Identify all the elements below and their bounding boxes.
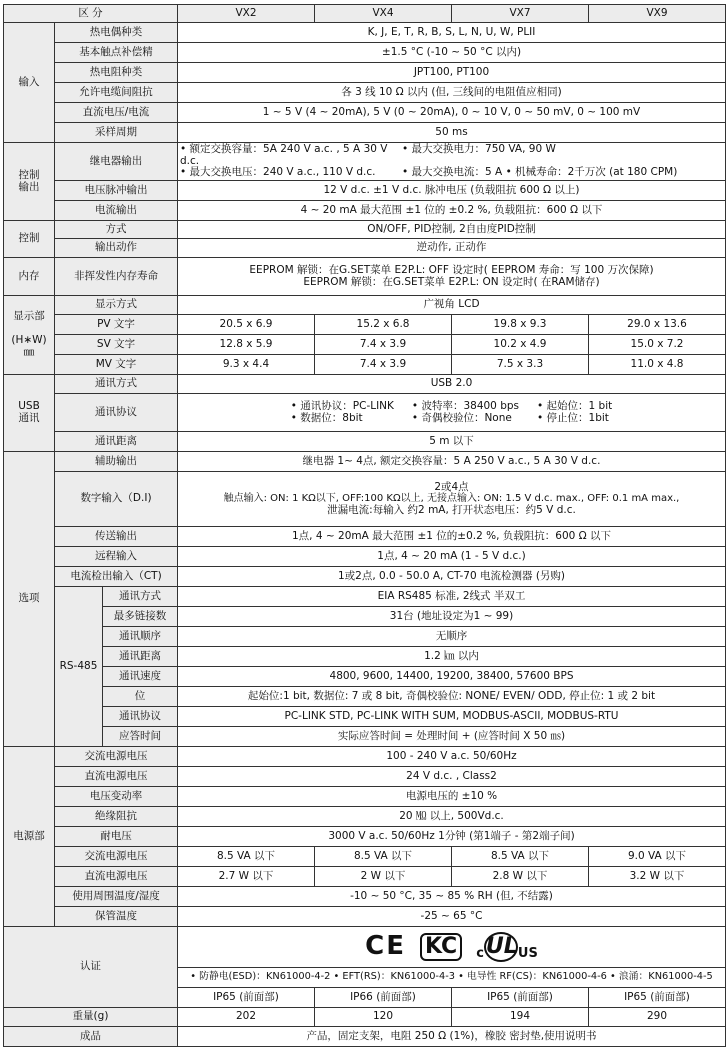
sv-size-vx9: 15.0 x 7.2 <box>589 335 726 355</box>
usb-protocol-label: 通讯协议 <box>55 394 178 432</box>
usb-stop-bit-item: • 停止位：1bit <box>537 411 609 424</box>
storage-temp-value: -25 ~ 65 °C <box>178 907 726 927</box>
control-category: 控制 <box>4 221 55 258</box>
digital-input-value <box>178 472 726 527</box>
digital-input-leakage: 泄漏电流:每输入 约2 mA, 打开状态电压：约5 V d.c. <box>327 503 576 516</box>
display-size-row <box>4 335 726 355</box>
relay-max-voltage: • 最大交换电压：240 V a.c., 110 V d.c. <box>180 166 376 179</box>
power-row <box>4 787 726 807</box>
display-size-row <box>4 355 726 375</box>
ac-consumption-label: 交流电源电压 <box>55 847 178 867</box>
eeprom-unlock-off: EEPROM 解锁：在G.SET菜单 E2P.L: OFF 设定时( EEPROM 寿命：写 100 万次保障) <box>249 263 654 276</box>
usb-row <box>4 394 726 432</box>
dc-consumption-vx2: 2.7 W 以下 <box>178 867 315 887</box>
digital-input-label: 数字输入（D.I) <box>55 472 178 527</box>
ac-consumption-vx2: 8.5 VA 以下 <box>178 847 315 867</box>
relay-output-label: 继电器输出 <box>55 143 178 181</box>
options-row <box>4 567 726 587</box>
sampling-period-value: 50 ms <box>178 123 726 143</box>
control-method-value: ON/OFF, PID控制, 2自由度PID控制 <box>178 221 726 239</box>
voltage-fluctuation-value: 电源电压的 ±10 % <box>178 787 726 807</box>
memory-category: 内存 <box>4 258 55 296</box>
usb-label-1: USB <box>18 400 40 413</box>
ip-rating-vx4: IP66 (前面部) <box>315 988 452 1008</box>
usb-label-2: 通讯 <box>18 412 40 424</box>
ip-rating-vx9: IP65 (前面部) <box>589 988 726 1008</box>
dc-consumption-vx7: 2.8 W 以下 <box>452 867 589 887</box>
rs485-row <box>4 667 726 687</box>
usb-distance-value: 5 m 以下 <box>178 432 726 452</box>
cold-junction-value: ±1.5 °C (-10 ~ 50 °C 以内) <box>178 43 726 63</box>
control-output-label-2: 输出 <box>18 180 40 193</box>
voltage-pulse-value: 12 V d.c. ±1 V d.c. 脉冲电压 (负载阻抗 600 Ω 以上) <box>178 181 726 201</box>
aux-output-value: 继电器 1~ 4点, 额定交换容量：5 A 250 V a.c., 5 A 30 V d.c. <box>178 452 726 472</box>
usb-baud-item: • 波特率：38400 bps <box>411 399 519 412</box>
rs485-bits-label: 位 <box>103 687 178 707</box>
weight-vx4: 120 <box>315 1008 452 1027</box>
dc-voltage-label: 直流电源电压 <box>55 767 178 787</box>
cul-us-mark-icon <box>476 932 538 962</box>
pv-text-label: PV 文字 <box>55 315 178 335</box>
power-category: 电源部 <box>4 747 55 927</box>
power-row <box>4 767 726 787</box>
certification-label: 认证 <box>4 927 178 1008</box>
usb-protocol-item: • 通讯协议：PC-LINK <box>290 399 394 412</box>
weight-vx9: 290 <box>589 1008 726 1027</box>
rs485-sequence-value: 无顺序 <box>178 627 726 647</box>
relay-rated-capacity: • 额定交换容量：5A 240 V a.c. , 5 A 30 V d.c. <box>180 142 388 167</box>
memory-life-value <box>178 258 726 296</box>
power-row <box>4 747 726 767</box>
rs485-protocol-value: PC-LINK STD, PC-LINK WITH SUM, MODBUS-ASCII, MODBUS-RTU <box>178 707 726 727</box>
thermocouple-type-value: K, J, E, T, R, B, S, L, N, U, W, PLII <box>178 23 726 43</box>
thermocouple-type-label: 热电偶种类 <box>55 23 178 43</box>
weight-row <box>4 1008 726 1027</box>
input-row <box>4 103 726 123</box>
weight-vx7: 194 <box>452 1008 589 1027</box>
dc-consumption-vx4: 2 W 以下 <box>315 867 452 887</box>
header-model-vx2: VX2 <box>178 5 315 23</box>
power-row <box>4 887 726 907</box>
certification-logos <box>178 927 726 968</box>
eeprom-unlock-on: EEPROM 解锁：在G.SET菜单 E2P.L: ON 设定时( 在RAM储存) <box>303 275 600 288</box>
rs485-sequence-label: 通讯顺序 <box>103 627 178 647</box>
usb-method-value: USB 2.0 <box>178 375 726 394</box>
relay-max-power: • 最大交换电力：750 VA, 90 W <box>402 142 556 155</box>
current-output-value: 4 ~ 20 mA 最大范围 ±1 位的 ±0.2 %, 负载阻抗：600 Ω 以下 <box>178 201 726 221</box>
mv-size-vx7: 7.5 x 3.3 <box>452 355 589 375</box>
options-row <box>4 472 726 527</box>
ac-voltage-label: 交流电源电压 <box>55 747 178 767</box>
rs485-response-label: 应答时间 <box>103 727 178 747</box>
input-category: 输入 <box>4 23 55 143</box>
input-row <box>4 83 726 103</box>
control-output-row <box>4 143 726 181</box>
pv-size-vx2: 20.5 x 6.9 <box>178 315 315 335</box>
ct-input-label: 电流检出输入（CT) <box>55 567 178 587</box>
cable-resistance-label: 允许电缆间阻抗 <box>55 83 178 103</box>
rs485-label: RS-485 <box>55 587 103 747</box>
ce-mark-icon: CE <box>365 931 406 962</box>
current-output-label: 电流输出 <box>55 201 178 221</box>
input-row <box>4 43 726 63</box>
display-label-2: (H∗W) <box>11 334 47 347</box>
input-row <box>4 23 726 43</box>
header-model-vx9: VX9 <box>589 5 726 23</box>
rs485-max-links-value: 31台 (地址设定为1 ~ 99) <box>178 607 726 627</box>
usb-method-label: 通讯方式 <box>55 375 178 394</box>
rs485-distance-value: 1.2 ㎞ 以内 <box>178 647 726 667</box>
sv-size-vx7: 10.2 x 4.9 <box>452 335 589 355</box>
usb-data-bit-item: • 数据位：8bit <box>290 411 363 424</box>
input-row <box>4 123 726 143</box>
ac-consumption-vx7: 8.5 VA 以下 <box>452 847 589 867</box>
control-output-category <box>4 143 55 221</box>
display-label-3: ㎜ <box>23 345 35 358</box>
rtd-type-label: 热电阻种类 <box>55 63 178 83</box>
display-category <box>4 296 55 375</box>
ac-consumption-vx9: 9.0 VA 以下 <box>589 847 726 867</box>
mv-text-label: MV 文字 <box>55 355 178 375</box>
power-consumption-row <box>4 847 726 867</box>
rs485-response-value: 实际应答时间 = 处理时间 + (应答时间 X 50 ㎳) <box>178 727 726 747</box>
rs485-bits-value: 起始位:1 bit, 数据位: 7 或 8 bit, 奇偶校验位: NONE/ EVEN/ ODD, 停止位: 1 或 2 bit <box>178 687 726 707</box>
usb-row <box>4 375 726 394</box>
certification-row <box>4 927 726 968</box>
usb-category <box>4 375 55 452</box>
rs485-row <box>4 647 726 667</box>
power-row <box>4 827 726 847</box>
power-row <box>4 807 726 827</box>
rs485-speed-value: 4800, 9600, 14400, 19200, 38400, 57600 BPS <box>178 667 726 687</box>
ac-consumption-vx4: 8.5 VA 以下 <box>315 847 452 867</box>
ul-text: UL <box>484 932 518 962</box>
input-row <box>4 63 726 83</box>
rs485-row <box>4 587 726 607</box>
rs485-row <box>4 607 726 627</box>
product-row <box>4 1027 726 1047</box>
storage-temp-label: 保管温度 <box>55 907 178 927</box>
control-output-row <box>4 201 726 221</box>
display-row <box>4 296 726 315</box>
rs485-row <box>4 687 726 707</box>
rs485-row <box>4 707 726 727</box>
display-label-1: 显示部 <box>13 310 45 323</box>
control-method-label: 方式 <box>55 221 178 239</box>
rs485-row <box>4 727 726 747</box>
transmit-output-label: 传送输出 <box>55 527 178 547</box>
dc-input-value: 1 ~ 5 V (4 ~ 20mA), 5 V (0 ~ 20mA), 0 ~ 10 V, 0 ~ 50 mV, 0 ~ 100 mV <box>178 103 726 123</box>
control-output-row <box>4 181 726 201</box>
aux-output-label: 辅助输出 <box>55 452 178 472</box>
pv-size-vx9: 29.0 x 13.6 <box>589 315 726 335</box>
remote-input-value: 1点, 4 ~ 20 mA (1 - 5 V d.c.) <box>178 547 726 567</box>
sv-size-vx4: 7.4 x 3.9 <box>315 335 452 355</box>
dc-consumption-vx9: 3.2 W 以下 <box>589 867 726 887</box>
ip-rating-vx7: IP65 (前面部) <box>452 988 589 1008</box>
rs485-protocol-label: 通讯协议 <box>103 707 178 727</box>
control-row <box>4 221 726 239</box>
options-row <box>4 452 726 472</box>
digital-input-points: 2或4点 <box>434 480 469 493</box>
remote-input-label: 远程输入 <box>55 547 178 567</box>
relay-max-current: • 最大交换电流：5 A • 机械寿命：2千万次 (at 180 CPM) <box>402 166 678 179</box>
voltage-pulse-label: 电压脉冲输出 <box>55 181 178 201</box>
insulation-value: 20 ㏁ 以上, 500Vd.c. <box>178 807 726 827</box>
mv-size-vx2: 9.3 x 4.4 <box>178 355 315 375</box>
sv-size-vx2: 12.8 x 5.9 <box>178 335 315 355</box>
cable-resistance-value: 各 3 线 10 Ω 以内 (但, 三线间的电阻值应相同) <box>178 83 726 103</box>
rtd-type-value: JPT100, PT100 <box>178 63 726 83</box>
product-label: 成品 <box>4 1027 178 1047</box>
ambient-label: 使用周围温度/湿度 <box>55 887 178 907</box>
ip-rating-vx2: IP65 (前面部) <box>178 988 315 1008</box>
usb-protocol-value <box>178 394 726 432</box>
options-row <box>4 527 726 547</box>
ambient-value: -10 ~ 50 °C, 35 ~ 85 % RH (但, 不结露) <box>178 887 726 907</box>
pv-size-vx7: 19.8 x 9.3 <box>452 315 589 335</box>
output-action-value: 逆动作, 正动作 <box>178 239 726 258</box>
cold-junction-label: 基本触点补偿精 <box>55 43 178 63</box>
dielectric-label: 耐电压 <box>55 827 178 847</box>
ul-c-text: c <box>476 946 484 962</box>
dc-consumption-label: 直流电源电压 <box>55 867 178 887</box>
usb-distance-label: 通讯距离 <box>55 432 178 452</box>
rs485-max-links-label: 最多链接数 <box>103 607 178 627</box>
display-size-row <box>4 315 726 335</box>
rs485-distance-label: 通讯距离 <box>103 647 178 667</box>
kc-mark-icon: KC <box>420 933 462 961</box>
sampling-period-label: 采样周期 <box>55 123 178 143</box>
insulation-label: 绝缘阻抗 <box>55 807 178 827</box>
weight-label: 重量(g) <box>4 1008 178 1027</box>
mv-size-vx9: 11.0 x 4.8 <box>589 355 726 375</box>
power-consumption-row <box>4 867 726 887</box>
ul-us-text: US <box>517 946 538 962</box>
header-model-vx4: VX4 <box>315 5 452 23</box>
transmit-output-value: 1点, 4 ~ 20mA 最大范围 ±1 位的±0.2 %, 负载阻抗：600 Ω 以下 <box>178 527 726 547</box>
usb-start-bit-item: • 起始位：1 bit <box>537 399 613 412</box>
header-row <box>4 5 726 23</box>
ct-input-value: 1或2点, 0.0 - 50.0 A, CT-70 电流检测器 (另购) <box>178 567 726 587</box>
display-method-value: 广视角 LCD <box>178 296 726 315</box>
spec-table <box>3 4 726 1047</box>
control-output-label-1: 控制 <box>18 168 40 181</box>
emc-standards: • 防静电(ESD)：KN61000-4-2 • EFT(RS)：KN61000-4-3 • 电导性 RF(CS)：KN61000-4-6 • 浪涌：KN61000-4-5 <box>178 968 726 988</box>
dc-input-label: 直流电压/电流 <box>55 103 178 123</box>
rs485-method-value: EIA RS485 标准, 2线式 半双工 <box>178 587 726 607</box>
digital-input-contact: 触点输入: ON: 1 KΩ以下, OFF:100 KΩ以上, 无接点输入: ON: 1.5 V d.c. max., OFF: 0.1 mA max., <box>223 493 680 505</box>
options-row <box>4 547 726 567</box>
header-model-vx7: VX7 <box>452 5 589 23</box>
control-row <box>4 239 726 258</box>
memory-life-label: 非挥发性内存寿命 <box>55 258 178 296</box>
usb-row <box>4 432 726 452</box>
dielectric-value: 3000 V a.c. 50/60Hz 1分钟 (第1端子 - 第2端子间) <box>178 827 726 847</box>
relay-output-value <box>178 143 726 181</box>
display-method-label: 显示方式 <box>55 296 178 315</box>
rs485-speed-label: 通讯速度 <box>103 667 178 687</box>
output-action-label: 输出动作 <box>55 239 178 258</box>
product-value: 产品，固定支架，电阻 250 Ω (1%)，橡胶 密封垫,使用说明书 <box>178 1027 726 1047</box>
header-region: 区 分 <box>4 5 178 23</box>
rs485-row <box>4 627 726 647</box>
sv-text-label: SV 文字 <box>55 335 178 355</box>
power-row <box>4 907 726 927</box>
memory-row <box>4 258 726 296</box>
weight-vx2: 202 <box>178 1008 315 1027</box>
ac-voltage-value: 100 - 240 V a.c. 50/60Hz <box>178 747 726 767</box>
voltage-fluctuation-label: 电压变动率 <box>55 787 178 807</box>
pv-size-vx4: 15.2 x 6.8 <box>315 315 452 335</box>
rs485-method-label: 通讯方式 <box>103 587 178 607</box>
dc-voltage-value: 24 V d.c. , Class2 <box>178 767 726 787</box>
options-category: 选项 <box>4 452 55 747</box>
mv-size-vx4: 7.4 x 3.9 <box>315 355 452 375</box>
usb-parity-item: • 奇偶校验位：None <box>411 411 512 424</box>
